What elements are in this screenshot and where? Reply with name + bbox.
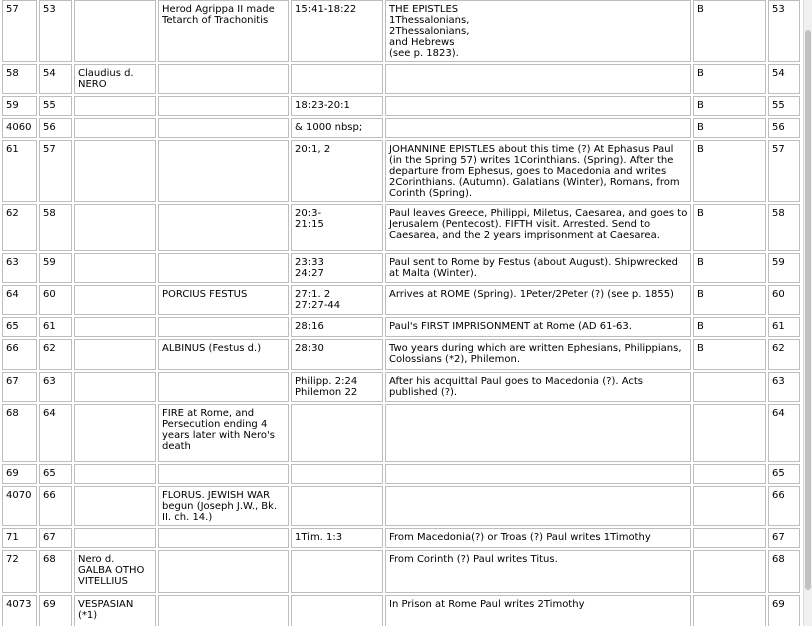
year-cell: 63 xyxy=(2,253,37,283)
emperor-cell xyxy=(74,404,156,462)
b-cell: B xyxy=(693,253,766,283)
age-cell: 56 xyxy=(39,118,72,138)
reference-cell xyxy=(291,550,383,593)
year-cell: 69 xyxy=(2,464,37,484)
reference-cell xyxy=(291,595,383,626)
age-cell: 53 xyxy=(39,0,72,62)
year-cell: 64 xyxy=(2,285,37,315)
reference-cell xyxy=(291,486,383,526)
governor-cell xyxy=(158,140,289,202)
age-repeat-cell: 61 xyxy=(768,317,800,337)
age-cell: 64 xyxy=(39,404,72,462)
emperor-cell xyxy=(74,528,156,548)
table-row xyxy=(2,204,800,251)
table-row xyxy=(2,317,800,337)
event-cell: Paul sent to Rome by Festus (about August). Shipwrecked at Malta (Winter). xyxy=(385,253,691,283)
year-cell: 57 xyxy=(2,0,37,62)
b-cell: B xyxy=(693,64,766,94)
table-row xyxy=(2,140,800,202)
table-row xyxy=(2,404,800,462)
table-row xyxy=(2,339,800,370)
table-row xyxy=(2,253,800,283)
governor-cell xyxy=(158,64,289,94)
table-row xyxy=(2,550,800,593)
table-row xyxy=(2,595,800,626)
governor-cell xyxy=(158,372,289,402)
reference-cell xyxy=(291,64,383,94)
reference-cell: 1Tim. 1:3 xyxy=(291,528,383,548)
emperor-cell xyxy=(74,253,156,283)
governor-cell: FIRE at Rome, and Persecution ending 4 years later with Nero's death xyxy=(158,404,289,462)
year-cell: 58 xyxy=(2,64,37,94)
age-repeat-cell: 68 xyxy=(768,550,800,593)
age-cell: 68 xyxy=(39,550,72,593)
governor-cell xyxy=(158,253,289,283)
year-cell: 61 xyxy=(2,140,37,202)
year-cell: 67 xyxy=(2,372,37,402)
governor-cell xyxy=(158,118,289,138)
b-cell: B xyxy=(693,118,766,138)
event-cell: From Corinth (?) Paul writes Titus. xyxy=(385,550,691,593)
event-cell xyxy=(385,64,691,94)
age-cell: 57 xyxy=(39,140,72,202)
emperor-cell xyxy=(74,317,156,337)
table-row xyxy=(2,0,800,62)
event-cell xyxy=(385,118,691,138)
table-row xyxy=(2,464,800,484)
emperor-cell xyxy=(74,464,156,484)
reference-cell: Philipp. 2:24 Philemon 22 xyxy=(291,372,383,402)
governor-cell xyxy=(158,528,289,548)
age-repeat-cell: 62 xyxy=(768,339,800,370)
age-repeat-cell: 59 xyxy=(768,253,800,283)
b-cell: B xyxy=(693,204,766,251)
governor-cell: PORCIUS FESTUS xyxy=(158,285,289,315)
emperor-cell xyxy=(74,372,156,402)
age-cell: 62 xyxy=(39,339,72,370)
governor-cell xyxy=(158,96,289,116)
scrollbar-thumb[interactable] xyxy=(805,30,811,590)
table-row xyxy=(2,118,800,138)
b-cell xyxy=(693,404,766,462)
b-cell: B xyxy=(693,140,766,202)
year-cell: 62 xyxy=(2,204,37,251)
governor-cell: Herod Agrippa II made Tetarch of Trachonitis xyxy=(158,0,289,62)
age-repeat-cell: 53 xyxy=(768,0,800,62)
reference-cell: 18:23-20:1 xyxy=(291,96,383,116)
event-cell: THE EPISTLES 1Thessalonians, 2Thessalonians, and Hebrews (see p. 1823). xyxy=(385,0,691,62)
governor-cell: FLORUS. JEWISH WAR begun (Joseph J.W., Bk. II. ch. 14.) xyxy=(158,486,289,526)
age-repeat-cell: 60 xyxy=(768,285,800,315)
b-cell: B xyxy=(693,317,766,337)
age-repeat-cell: 67 xyxy=(768,528,800,548)
table-row xyxy=(2,528,800,548)
age-cell: 67 xyxy=(39,528,72,548)
governor-cell xyxy=(158,464,289,484)
age-repeat-cell: 55 xyxy=(768,96,800,116)
b-cell: B xyxy=(693,285,766,315)
reference-cell: & 1000 nbsp; xyxy=(291,118,383,138)
emperor-cell xyxy=(74,285,156,315)
age-repeat-cell: 57 xyxy=(768,140,800,202)
b-cell: B xyxy=(693,339,766,370)
age-cell: 65 xyxy=(39,464,72,484)
event-cell: Paul leaves Greece, Philippi, Miletus, Caesarea, and goes to Jerusalem (Pentecost). FIFTH visit. Arrested. Send to Caesarea, and the 2 years imprisonment at Caesarea. xyxy=(385,204,691,251)
table-row xyxy=(2,96,800,116)
age-cell: 63 xyxy=(39,372,72,402)
emperor-cell xyxy=(74,140,156,202)
age-cell: 60 xyxy=(39,285,72,315)
table-row xyxy=(2,372,800,402)
b-cell xyxy=(693,550,766,593)
age-cell: 54 xyxy=(39,64,72,94)
event-cell xyxy=(385,486,691,526)
reference-cell xyxy=(291,404,383,462)
age-repeat-cell: 65 xyxy=(768,464,800,484)
age-repeat-cell: 69 xyxy=(768,595,800,626)
governor-cell: ALBINUS (Festus d.) xyxy=(158,339,289,370)
event-cell: JOHANNINE EPISTLES about this time (?) At Ephasus Paul (in the Spring 57) writes 1Corinthians. (Spring). After the departure from Ephesus, goes to Macedonia and writes 2Corinthians. (Autumn). Galatians (Winter), Romans, from Corinth (Spring). xyxy=(385,140,691,202)
age-cell: 66 xyxy=(39,486,72,526)
table-row xyxy=(2,486,800,526)
b-cell: B xyxy=(693,0,766,62)
age-cell: 59 xyxy=(39,253,72,283)
emperor-cell xyxy=(74,118,156,138)
event-cell: Paul's FIRST IMPRISONMENT at Rome (AD 61-63. xyxy=(385,317,691,337)
event-cell xyxy=(385,96,691,116)
reference-cell: 15:41-18:22 xyxy=(291,0,383,62)
b-cell xyxy=(693,464,766,484)
age-cell: 69 xyxy=(39,595,72,626)
emperor-cell xyxy=(74,0,156,62)
governor-cell xyxy=(158,550,289,593)
age-repeat-cell: 63 xyxy=(768,372,800,402)
emperor-cell: Claudius d. NERO xyxy=(74,64,156,94)
year-cell: 4073 xyxy=(2,595,37,626)
year-cell: 4060 xyxy=(2,118,37,138)
vertical-scrollbar[interactable] xyxy=(803,0,812,626)
year-cell: 72 xyxy=(2,550,37,593)
reference-cell: 27:1. 2 27:27-44 xyxy=(291,285,383,315)
governor-cell xyxy=(158,204,289,251)
event-cell: Two years during which are written Ephesians, Philippians, Colossians (*2), Philemon. xyxy=(385,339,691,370)
table-row xyxy=(2,285,800,315)
emperor-cell: VESPASIAN (*1) xyxy=(74,595,156,626)
reference-cell xyxy=(291,464,383,484)
reference-cell: 28:30 xyxy=(291,339,383,370)
b-cell: B xyxy=(693,96,766,116)
event-cell xyxy=(385,464,691,484)
age-cell: 61 xyxy=(39,317,72,337)
year-cell: 68 xyxy=(2,404,37,462)
governor-cell xyxy=(158,595,289,626)
emperor-cell xyxy=(74,204,156,251)
year-cell: 71 xyxy=(2,528,37,548)
b-cell xyxy=(693,595,766,626)
age-cell: 55 xyxy=(39,96,72,116)
b-cell xyxy=(693,528,766,548)
age-repeat-cell: 64 xyxy=(768,404,800,462)
year-cell: 4070 xyxy=(2,486,37,526)
table-row xyxy=(2,64,800,94)
reference-cell: 28:16 xyxy=(291,317,383,337)
reference-cell: 23:33 24:27 xyxy=(291,253,383,283)
event-cell: After his acquittal Paul goes to Macedonia (?). Acts published (?). xyxy=(385,372,691,402)
age-repeat-cell: 58 xyxy=(768,204,800,251)
emperor-cell xyxy=(74,339,156,370)
age-repeat-cell: 54 xyxy=(768,64,800,94)
b-cell xyxy=(693,486,766,526)
emperor-cell: Nero d. GALBA OTHO VITELLIUS xyxy=(74,550,156,593)
age-repeat-cell: 56 xyxy=(768,118,800,138)
year-cell: 59 xyxy=(2,96,37,116)
emperor-cell xyxy=(74,96,156,116)
event-cell: In Prison at Rome Paul writes 2Timothy xyxy=(385,595,691,626)
governor-cell xyxy=(158,317,289,337)
b-cell xyxy=(693,372,766,402)
event-cell: From Macedonia(?) or Troas (?) Paul writes 1Timothy xyxy=(385,528,691,548)
year-cell: 66 xyxy=(2,339,37,370)
age-repeat-cell: 66 xyxy=(768,486,800,526)
event-cell xyxy=(385,404,691,462)
event-cell: Arrives at ROME (Spring). 1Peter/2Peter (?) (see p. 1855) xyxy=(385,285,691,315)
age-cell: 58 xyxy=(39,204,72,251)
emperor-cell xyxy=(74,486,156,526)
year-cell: 65 xyxy=(2,317,37,337)
reference-cell: 20:1, 2 xyxy=(291,140,383,202)
reference-cell: 20:3- 21:15 xyxy=(291,204,383,251)
